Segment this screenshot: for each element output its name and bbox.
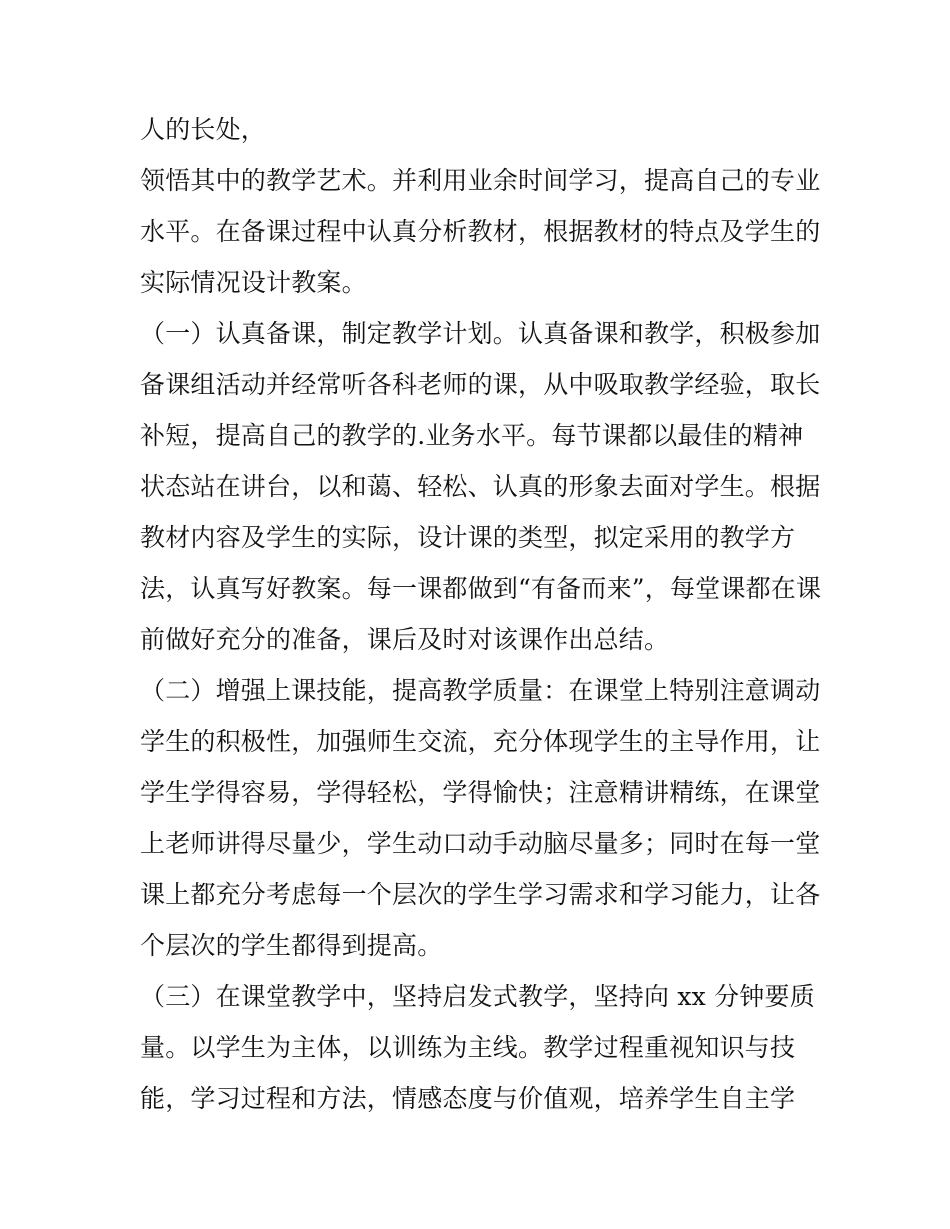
text-line: 人的长处， — [140, 115, 267, 144]
text-line: 上老师讲得尽量少，学生动口动手动脑尽量多；同时在每一堂 — [140, 829, 821, 858]
text-line: 状态站在讲台，以和蔼、轻松、认真的形象去面对学生。根据 — [140, 472, 821, 501]
text-line: 学生的积极性，加强师生交流，充分体现学生的主导作用，让 — [140, 727, 821, 756]
document-body — [140, 104, 820, 1124]
text-line: 课上都充分考虑每一个层次的学生学习需求和学习能力，让各 — [140, 880, 821, 909]
text-line: 教材内容及学生的实际，设计课的类型，拟定采用的教学方 — [140, 523, 796, 552]
text-line: 实际情况设计教案。 — [140, 268, 367, 297]
text-line: 法，认真写好教案。每一课都做到“有备而来”，每堂课都在课 — [140, 574, 822, 603]
text-line: 水平。在备课过程中认真分析教材，根据教材的特点及学生的 — [140, 217, 821, 246]
text-line: 个层次的学生都得到提高。 — [140, 931, 443, 960]
text-line: 补短，提高自己的教学的.业务水平。每节课都以最佳的精神 — [140, 421, 804, 450]
text-line: 量。以学生为主体，以训练为主线。教学过程重视知识与技 — [140, 1033, 796, 1062]
section-heading-line: （三）在课堂教学中，坚持启发式教学，坚持向 xx 分钟要质 — [140, 982, 815, 1011]
text-line: 学生学得容易，学得轻松，学得愉快；注意精讲精练，在课堂 — [140, 778, 821, 807]
text-line: 能，学习过程和方法，情感态度与价值观，培养学生自主学 — [140, 1084, 796, 1113]
section-heading-line: （一）认真备课，制定教学计划。认真备课和教学，积极参加 — [140, 319, 821, 348]
text-line: 备课组活动并经常听各科老师的课，从中吸取教学经验，取长 — [140, 370, 821, 399]
section-heading-line: （二）增强上课技能，提高教学质量：在课堂上特别注意调动 — [140, 676, 821, 705]
text-line: 领悟其中的教学艺术。并利用业余时间学习，提高自己的专业 — [140, 166, 821, 195]
text-line: 前做好充分的准备，课后及时对该课作出总结。 — [140, 625, 670, 654]
